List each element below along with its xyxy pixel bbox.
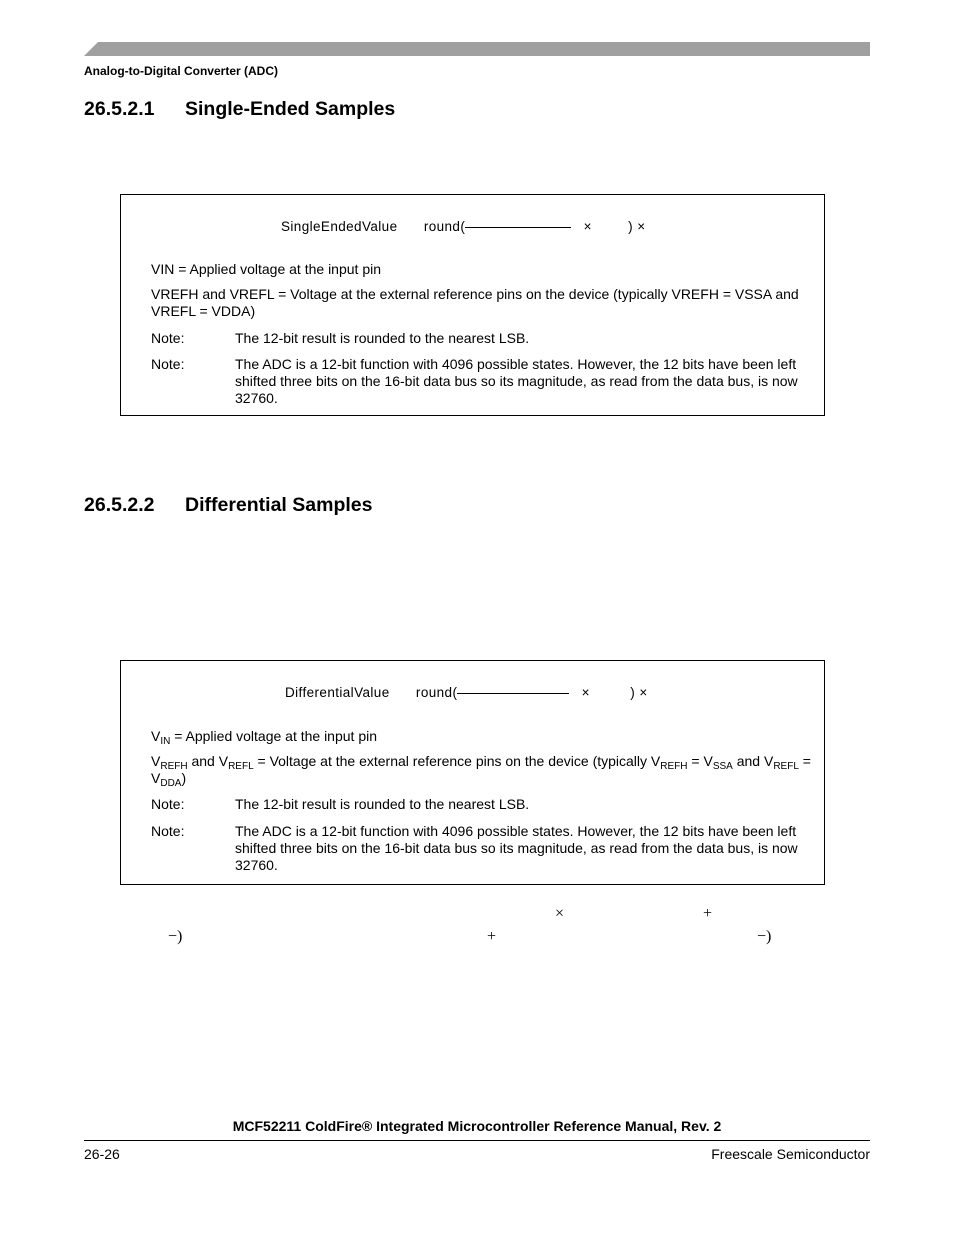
section-heading-single-ended [84, 98, 395, 121]
equation-differential [285, 685, 648, 700]
equation-lhs: SingleEndedValue [281, 219, 398, 234]
definition-vref: VREFH and VREFL = Voltage at the external reference pins on the device (typically VREFH = VSSA and VREFL = VDDA) [151, 286, 799, 319]
header-bar [84, 42, 870, 56]
fraction-bar [457, 693, 569, 694]
definition-vin: VIN = Applied voltage at the input pin [151, 261, 381, 277]
note-label: Note: [151, 823, 185, 839]
close-paren: ) [630, 685, 636, 700]
plus-symbol: + [487, 928, 497, 945]
note-label: Note: [151, 330, 185, 346]
times-symbol: × [555, 905, 565, 922]
times-symbol: × [581, 685, 590, 700]
equation-single-ended [281, 219, 646, 234]
times-symbol: × [637, 219, 646, 234]
footer-company: Freescale Semiconductor [711, 1146, 870, 1162]
equation-round: round( [415, 685, 458, 700]
equation-round: round( [423, 219, 466, 234]
times-symbol: × [583, 219, 592, 234]
section-title: Single-Ended Samples [185, 98, 396, 120]
equation-box-differential [120, 660, 825, 885]
page-number: 26-26 [84, 1146, 120, 1162]
minus-paren-symbol: −) [168, 928, 183, 945]
footer-title: MCF52211 ColdFire® Integrated Microcontroller Reference Manual, Rev. 2 [232, 1118, 722, 1134]
definition-vref: $V_{REFH}$ and $V_{REFL}$ = Voltage at the external reference pins on the device (typically $V_{REFH} = V_{SSA}$ and $V_{REFL}$ = $V_{DDA}$) [151, 753, 811, 789]
section-title: Differential Samples [185, 494, 373, 516]
section-number: 26.5.2.1 [84, 98, 155, 120]
note-text: The ADC is a 12-bit function with 4096 possible states. However, the 12 bits have been left shifted three bits on the 16-bit data bus so its magnitude, as read from the data bus, is now 32760. [235, 823, 798, 873]
note-text: The ADC is a 12-bit function with 4096 possible states. However, the 12 bits have been left shifted three bits on the 16-bit data bus so its magnitude, as read from the data bus, is now 32760. [235, 356, 798, 406]
equation-lhs: DifferentialValue [285, 685, 390, 700]
footer-rule [84, 1140, 870, 1141]
equation-box-single-ended [120, 194, 825, 416]
note-label: Note: [151, 356, 185, 372]
note-text: The 12-bit result is rounded to the nearest LSB. [235, 330, 530, 346]
note-text: The 12-bit result is rounded to the nearest LSB. [235, 796, 530, 812]
plus-symbol: + [703, 905, 713, 922]
minus-paren-symbol: −) [757, 928, 772, 945]
note-label: Note: [151, 796, 185, 812]
close-paren: ) [628, 219, 634, 234]
running-head: Analog-to-Digital Converter (ADC) [84, 64, 278, 78]
section-heading-differential [84, 494, 372, 517]
times-symbol: × [639, 685, 648, 700]
definition-vin: $V_{IN}$ = Applied voltage at the input pin [151, 728, 378, 747]
fraction-bar [465, 227, 571, 228]
section-number: 26.5.2.2 [84, 494, 155, 516]
